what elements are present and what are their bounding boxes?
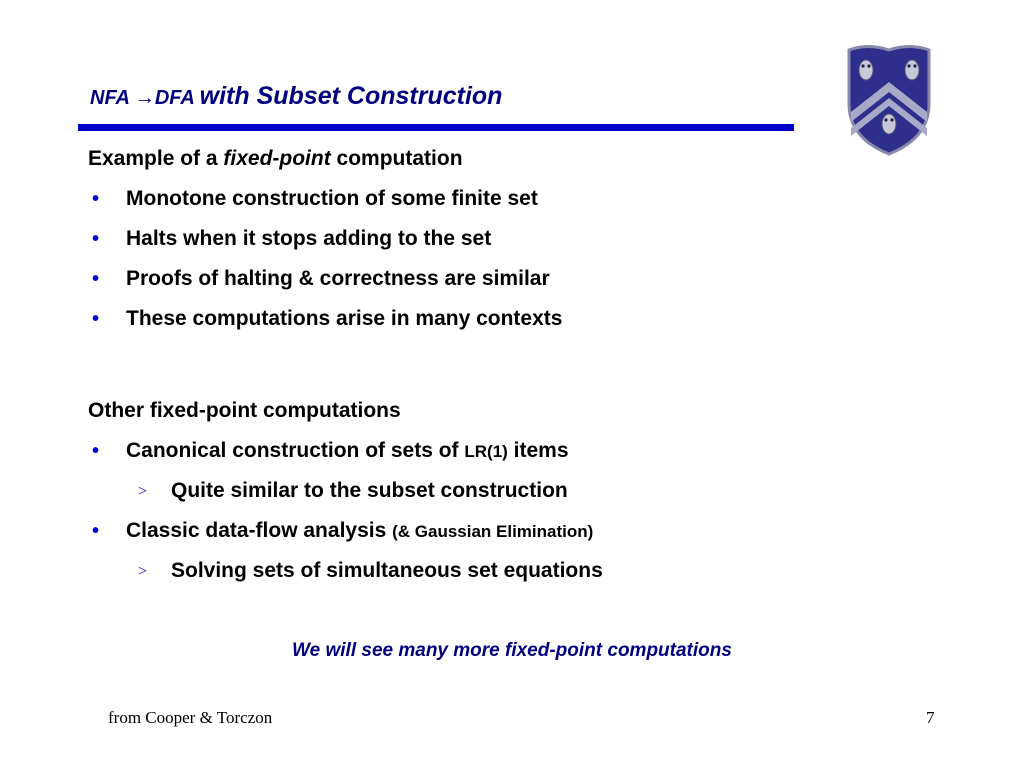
bullet-icon: • [92,520,100,542]
bullet-icon: • [92,228,100,250]
title-nfa: NFA [90,87,135,109]
title-subtitle: with Subset Construction [199,82,503,110]
section1-heading-italic: fixed-point [223,147,331,170]
sub-bullet-icon: > [138,563,148,580]
lr1-label: LR(1) [464,442,508,461]
list-item: Proofs of halting & correctness are similar [126,267,550,290]
section1-heading [88,146,463,172]
bullet-icon: • [92,308,100,330]
bullet-icon: • [92,440,100,462]
dataflow-prefix: Classic data-flow analysis [126,519,393,542]
closing-note: We will see many more fixed-point computations [292,640,732,661]
gaussian-note: (& Gaussian Elimination) [392,522,594,541]
sub-bullet-icon: > [138,483,148,500]
title-dfa: DFA [154,87,200,109]
page-number: 7 [926,708,935,727]
canonical-suffix: items [507,439,569,462]
bullet-icon: • [92,188,100,210]
footer-source: from Cooper & Torczon [108,708,273,727]
section1-heading-suffix: computation [330,147,463,170]
list-item: These computations arise in many contexts [126,307,563,330]
title-arrow: → [134,87,155,109]
list-item-dataflow [126,518,593,545]
bullet-icon: • [92,268,100,290]
canonical-prefix: Canonical construction of sets of [126,439,465,462]
list-item-canonical [126,438,569,465]
sub-list-item: Quite similar to the subset construction [171,479,568,502]
sub-list-item: Solving sets of simultaneous set equations [171,559,603,582]
list-item: Halts when it stops adding to the set [126,227,492,250]
list-item: Monotone construction of some finite set [126,187,538,210]
section1-heading-prefix: Example of a [88,147,224,170]
section2-heading: Other fixed-point computations [88,399,401,422]
